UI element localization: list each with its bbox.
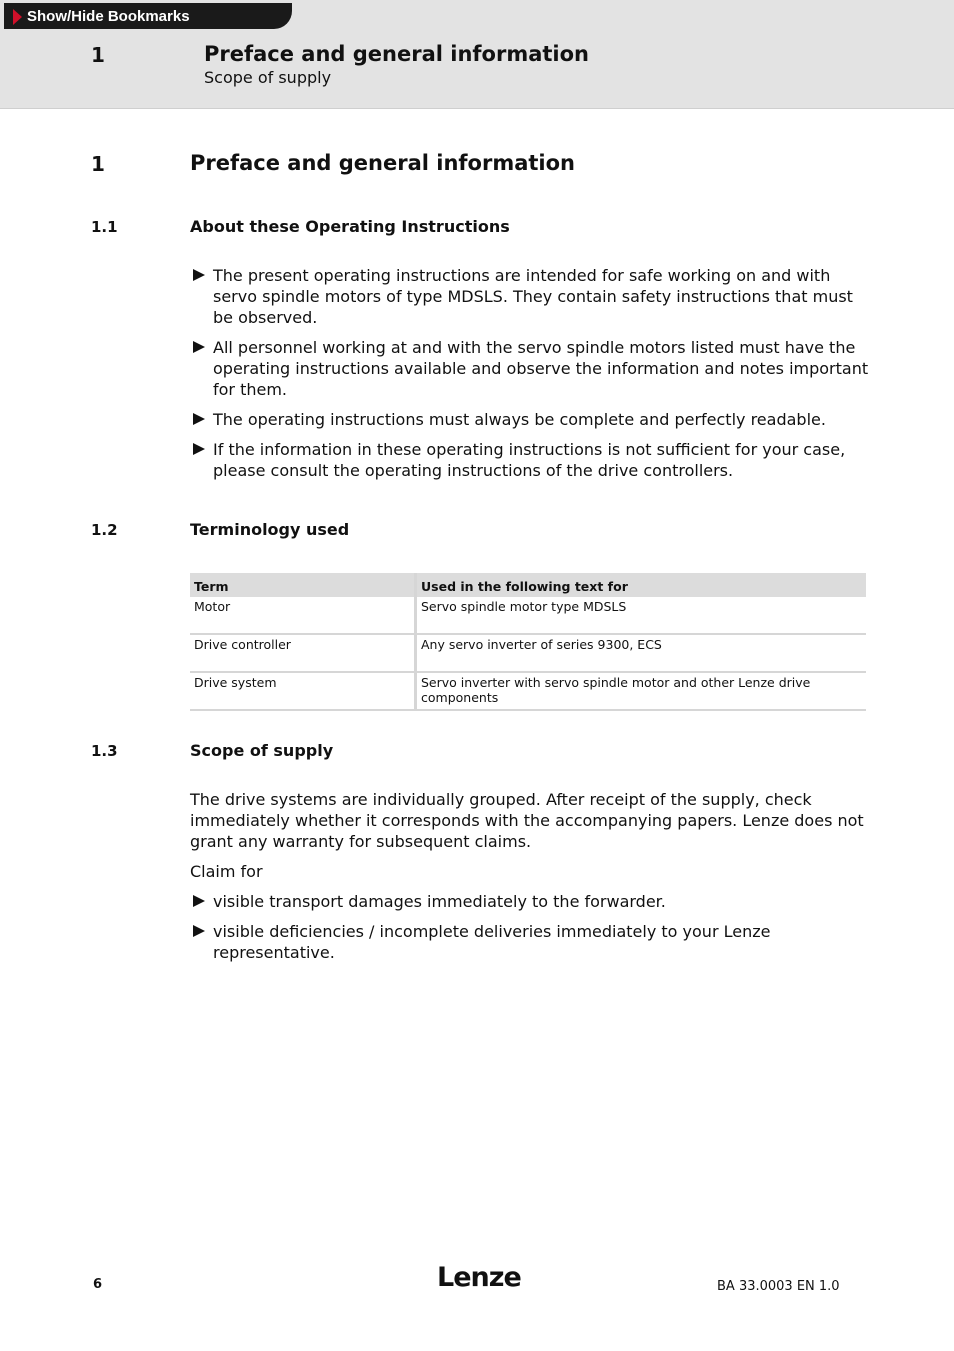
list-item-text: The present operating instructions are intended for safe working on and with servo spindle motors of type MDSLS. They contain safety instructions that must be observed. — [213, 266, 853, 327]
section-title: About these Operating Instructions — [190, 217, 510, 236]
operating-instructions-list — [190, 265, 870, 490]
term-cell: Motor — [190, 597, 416, 634]
section-number: 1.1 — [91, 218, 118, 236]
list-item-text: visible transport damages immediately to the forwarder. — [213, 892, 666, 911]
claims-list — [190, 891, 870, 972]
section-title: Scope of supply — [190, 741, 334, 760]
terminology-table — [190, 573, 866, 711]
table-row — [190, 672, 866, 710]
page-number: 6 — [93, 1277, 103, 1292]
document-id: BA 33.0003 EN 1.0 — [717, 1279, 840, 1294]
bookmarks-label: Show/Hide Bookmarks — [27, 8, 190, 25]
list-item — [190, 921, 870, 963]
chapter-title: Preface and general information — [190, 151, 576, 175]
table-header-row — [190, 573, 866, 597]
section-number: 1.3 — [91, 742, 118, 760]
header-chapter-title: Preface and general information — [204, 42, 590, 66]
list-item — [190, 265, 870, 328]
list-item — [190, 409, 870, 430]
page-header — [0, 0, 954, 109]
table-row — [190, 597, 866, 634]
list-item — [190, 891, 870, 912]
list-item-text: The operating instructions must always be complete and perfectly readable. — [213, 410, 826, 429]
section-number: 1.2 — [91, 521, 118, 539]
bullet-triangle-icon — [193, 895, 205, 907]
list-item — [190, 337, 870, 400]
play-arrow-icon — [13, 9, 22, 25]
bullet-triangle-icon — [193, 341, 205, 353]
bullet-triangle-icon — [193, 269, 205, 281]
usage-cell: Any servo inverter of series 9300, ECS — [416, 634, 867, 672]
term-cell: Drive controller — [190, 634, 416, 672]
list-item-text: All personnel working at and with the servo spindle motors listed must have the operating instructions available and observe the information and notes important for them. — [213, 338, 869, 399]
table-row — [190, 634, 866, 672]
column-header-term: Term — [190, 573, 416, 597]
list-item — [190, 439, 870, 481]
claim-label: Claim for — [190, 862, 263, 881]
column-header-usage: Used in the following text for — [416, 573, 867, 597]
section-title: Terminology used — [190, 520, 350, 539]
usage-cell: Servo spindle motor type MDSLS — [416, 597, 867, 634]
scope-paragraph: The drive systems are individually grouped. After receipt of the supply, check immediately whether it corresponds with the accompanying papers. Lenze does not grant any warranty for subsequent claims. — [190, 790, 864, 851]
lenze-logo: Lenze — [437, 1262, 521, 1293]
show-hide-bookmarks-button[interactable] — [4, 3, 292, 29]
list-item-text: visible deficiencies / incomplete deliveries immediately to your Lenze representative. — [213, 922, 771, 962]
chapter-number: 1 — [91, 152, 105, 176]
list-item-text: If the information in these operating instructions is not sufficient for your case, please consult the operating instructions of the drive controllers. — [213, 440, 846, 480]
bullet-triangle-icon — [193, 443, 205, 455]
header-section-subtitle: Scope of supply — [204, 68, 332, 87]
usage-cell: Servo inverter with servo spindle motor and other Lenze drive components — [416, 672, 867, 710]
term-cell: Drive system — [190, 672, 416, 710]
bullet-triangle-icon — [193, 413, 205, 425]
bullet-triangle-icon — [193, 925, 205, 937]
header-chapter-number: 1 — [91, 43, 105, 67]
